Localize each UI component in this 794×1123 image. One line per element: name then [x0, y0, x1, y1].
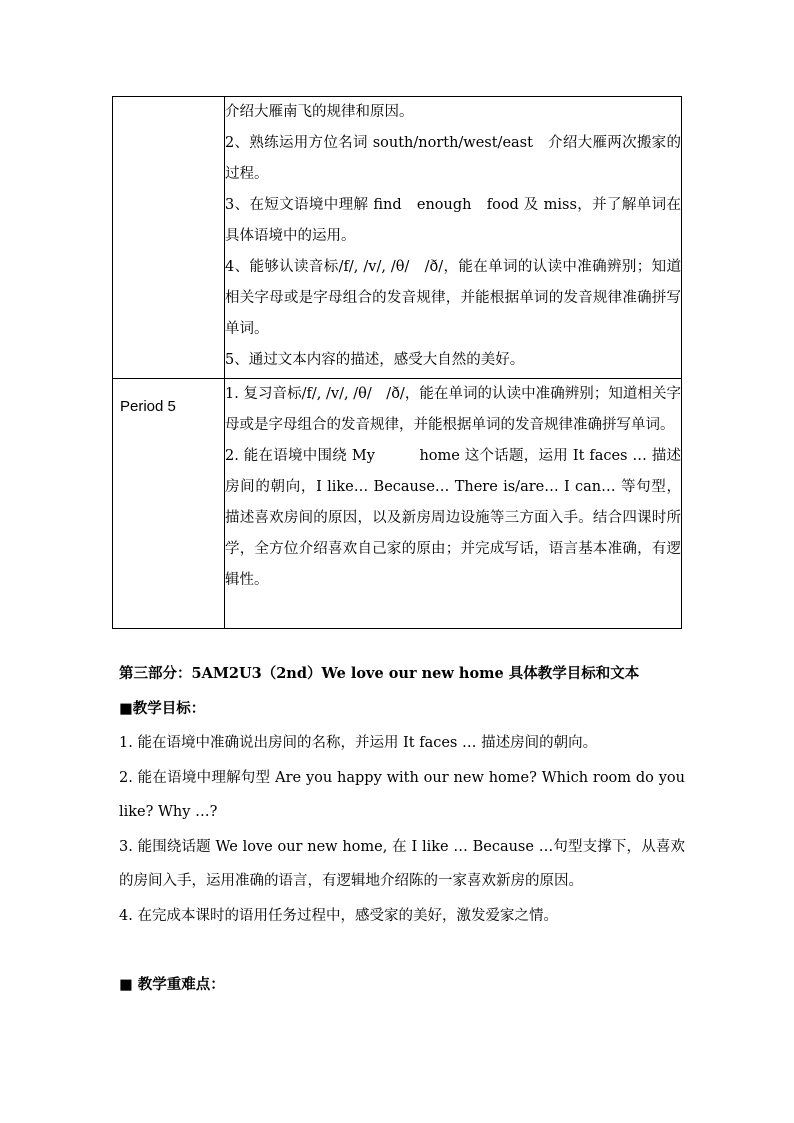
goals-list — [119, 726, 685, 933]
goals-heading: ■教学目标： — [119, 700, 206, 717]
period-label — [113, 97, 224, 115]
section-title: 第三部分：5AM2U3（2nd）We love our new home 具体教学目标和文本 — [119, 665, 640, 682]
lesson-plan-table — [112, 96, 682, 629]
goal-item: 2. 能在语境中理解句型 Are you happy with our new home? Which room do you like? Why …? — [119, 769, 685, 820]
objective-item: 2. 能在语境中围绕 My home 这个话题，运用 It faces … 描述房间的朝向，I like… Because… There is/are… I can… 等句型，描述喜欢房间的原因，以及新房周边设施等三方面入手。结合四课时所学，全方位介绍喜欢自己家的原由；并完成写话，语言基本准确，有逻辑性。 — [225, 448, 681, 588]
objective-item: 5、通过文本内容的描述，感受大自然的美好。 — [225, 352, 525, 368]
table-row — [113, 97, 682, 379]
period-label: Period 5 — [120, 398, 176, 415]
difficulties-heading: ■ 教学重难点： — [119, 976, 225, 993]
difficulties-section — [119, 975, 685, 995]
objective-item: 介绍大雁南飞的规律和原因。 — [225, 104, 414, 120]
goals-section — [119, 699, 685, 719]
table-row — [113, 379, 682, 629]
goal-item: 3. 能围绕话题 We love our new home, 在 I like … Because …句型支撑下，从喜欢的房间入手，运用准确的语言，有逻辑地介绍陈的一家喜欢新房的原因。 — [119, 838, 685, 889]
period-cell — [113, 379, 225, 629]
objective-item: 2、熟练运用方位名词 south/north/west/east 介绍大雁两次搬家的过程。 — [225, 135, 681, 182]
objective-item: 3、在短文语境中理解 find enough food 及 miss，并了解单词在具体语境中的运用。 — [225, 197, 681, 244]
part3-section — [119, 664, 685, 684]
content-cell — [225, 97, 682, 379]
objective-item: 4、能够认读音标/f/, /v/, /θ/ /ð/，能在单词的认读中准确辨别；知道相关字母或是字母组合的发音规律，并能根据单词的发音规律准确拼写单词。 — [225, 259, 681, 337]
objective-item: 1. 复习音标/f/, /v/, /θ/ /ð/，能在单词的认读中准确辨别；知道相关字母或是字母组合的发音规律，并能根据单词的发音规律准确拼写单词。 — [225, 386, 681, 433]
period-cell — [113, 97, 225, 379]
content-cell — [225, 379, 682, 629]
goal-item: 1. 能在语境中准确说出房间的名称，并运用 It faces … 描述房间的朝向。 — [119, 735, 598, 751]
goal-item: 4. 在完成本课时的语用任务过程中，感受家的美好，激发爱家之情。 — [119, 907, 558, 924]
